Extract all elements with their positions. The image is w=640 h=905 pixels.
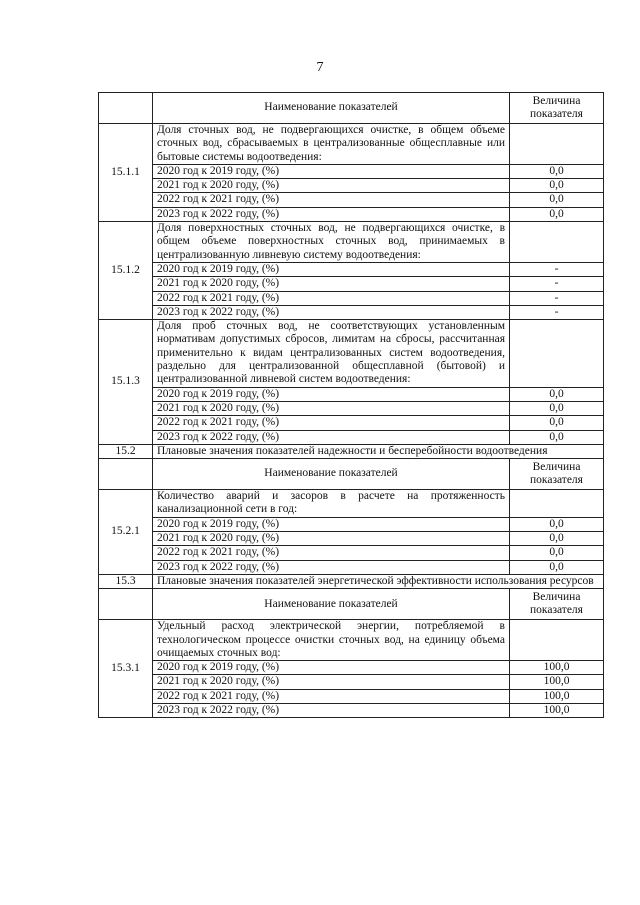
year-label: 2023 год к 2022 году, (%) [153,430,510,444]
table-row [99,207,604,221]
year-label: 2021 год к 2020 году, (%) [153,532,510,546]
year-label: 2020 год к 2019 году, (%) [153,661,510,675]
year-label: 2022 год к 2021 году, (%) [153,193,510,207]
table-row [99,689,604,703]
table-row [99,560,604,574]
section-row [99,574,604,588]
year-label: 2021 год к 2020 году, (%) [153,179,510,193]
table-row [99,416,604,430]
year-label: 2020 год к 2019 году, (%) [153,262,510,276]
value-cell: 100,0 [510,689,604,703]
header-value: Величина показателя [510,93,604,124]
row-number: 15.1.2 [99,222,153,320]
year-label: 2020 год к 2019 году, (%) [153,517,510,531]
year-label: 2023 год к 2022 году, (%) [153,703,510,717]
table-row [99,546,604,560]
value-cell: 0,0 [510,207,604,221]
value-cell: 0,0 [510,430,604,444]
table-header-row [99,589,604,620]
header-name: Наименование показателей [153,589,510,620]
table-row [99,703,604,717]
header-value: Величина показателя [510,589,604,620]
value-cell: - [510,262,604,276]
value-cell: 0,0 [510,179,604,193]
section-row [99,444,604,458]
header-name: Наименование показателей [153,93,510,124]
value-cell: 0,0 [510,560,604,574]
value-cell: 0,0 [510,387,604,401]
table-row [99,124,604,165]
page-number: 7 [316,60,324,75]
indicator-text: Доля сточных вод, не подвергающихся очистке, в общем объеме сточных вод, сбрасываемых в централизованные общесплавные или бытовые системы водоотведения: [153,124,510,165]
table-row [99,291,604,305]
table-row [99,193,604,207]
indicator-text: Доля проб сточных вод, не соответствующих установленным нормативам допустимых сбросов, лимитам на сбросы, рассчитанная применительно к видам централизованных систем водоотведения, раздельно для централизованной общесплавной (бытовой) и централизованной ливневой систем водоотведения: [153,320,510,387]
table-row [99,620,604,661]
table-row [99,164,604,178]
value-cell: 0,0 [510,517,604,531]
year-label: 2023 год к 2022 году, (%) [153,207,510,221]
table-row [99,262,604,276]
table-header-row [99,459,604,490]
value-cell: 100,0 [510,703,604,717]
indicators-table [98,92,604,718]
header-name: Наименование показателей [153,459,510,490]
table-row [99,222,604,263]
year-label: 2023 год к 2022 году, (%) [153,305,510,319]
value-cell: - [510,277,604,291]
header-value: Величина показателя [510,459,604,490]
value-cell: 100,0 [510,675,604,689]
section-number: 15.3 [99,574,153,588]
section-number: 15.2 [99,444,153,458]
value-cell: 0,0 [510,416,604,430]
value-cell: 0,0 [510,401,604,415]
table-row [99,675,604,689]
row-number: 15.1.1 [99,124,153,222]
row-number: 15.3.1 [99,620,153,718]
table-row [99,320,604,387]
table-row [99,387,604,401]
row-number: 15.1.3 [99,320,153,445]
year-label: 2021 год к 2020 году, (%) [153,675,510,689]
table-row [99,517,604,531]
value-cell: 0,0 [510,193,604,207]
table-header-row [99,93,604,124]
row-number: 15.2.1 [99,490,153,575]
table-row [99,277,604,291]
section-title: Плановые значения показателей энергетической эффективности использования ресурсов [153,574,604,588]
value-cell: 0,0 [510,532,604,546]
value-cell: - [510,291,604,305]
year-label: 2020 год к 2019 году, (%) [153,387,510,401]
year-label: 2021 год к 2020 году, (%) [153,277,510,291]
year-label: 2023 год к 2022 году, (%) [153,560,510,574]
year-label: 2022 год к 2021 году, (%) [153,546,510,560]
indicator-text: Удельный расход электрической энергии, потребляемой в технологическом процессе очистки сточных вод, на единицу объема очищаемых сточных вод: [153,620,510,661]
table-row [99,490,604,518]
value-cell: 0,0 [510,164,604,178]
table-row [99,401,604,415]
value-cell: 100,0 [510,661,604,675]
year-label: 2022 год к 2021 году, (%) [153,291,510,305]
year-label: 2021 год к 2020 году, (%) [153,401,510,415]
table-row [99,179,604,193]
indicator-text: Количество аварий и засоров в расчете на протяженность канализационной сети в год: [153,490,510,518]
year-label: 2022 год к 2021 году, (%) [153,416,510,430]
table-row [99,305,604,319]
table-row [99,532,604,546]
section-title: Плановые значения показателей надежности и бесперебойности водоотведения [153,444,604,458]
value-cell: - [510,305,604,319]
table-row [99,661,604,675]
year-label: 2022 год к 2021 году, (%) [153,689,510,703]
indicator-text: Доля поверхностных сточных вод, не подвергающихся очистке, в общем объеме поверхностных сточных вод, принимаемых в централизованную ливневую систему водоотведения: [153,222,510,263]
value-cell: 0,0 [510,546,604,560]
year-label: 2020 год к 2019 году, (%) [153,164,510,178]
table-row [99,430,604,444]
